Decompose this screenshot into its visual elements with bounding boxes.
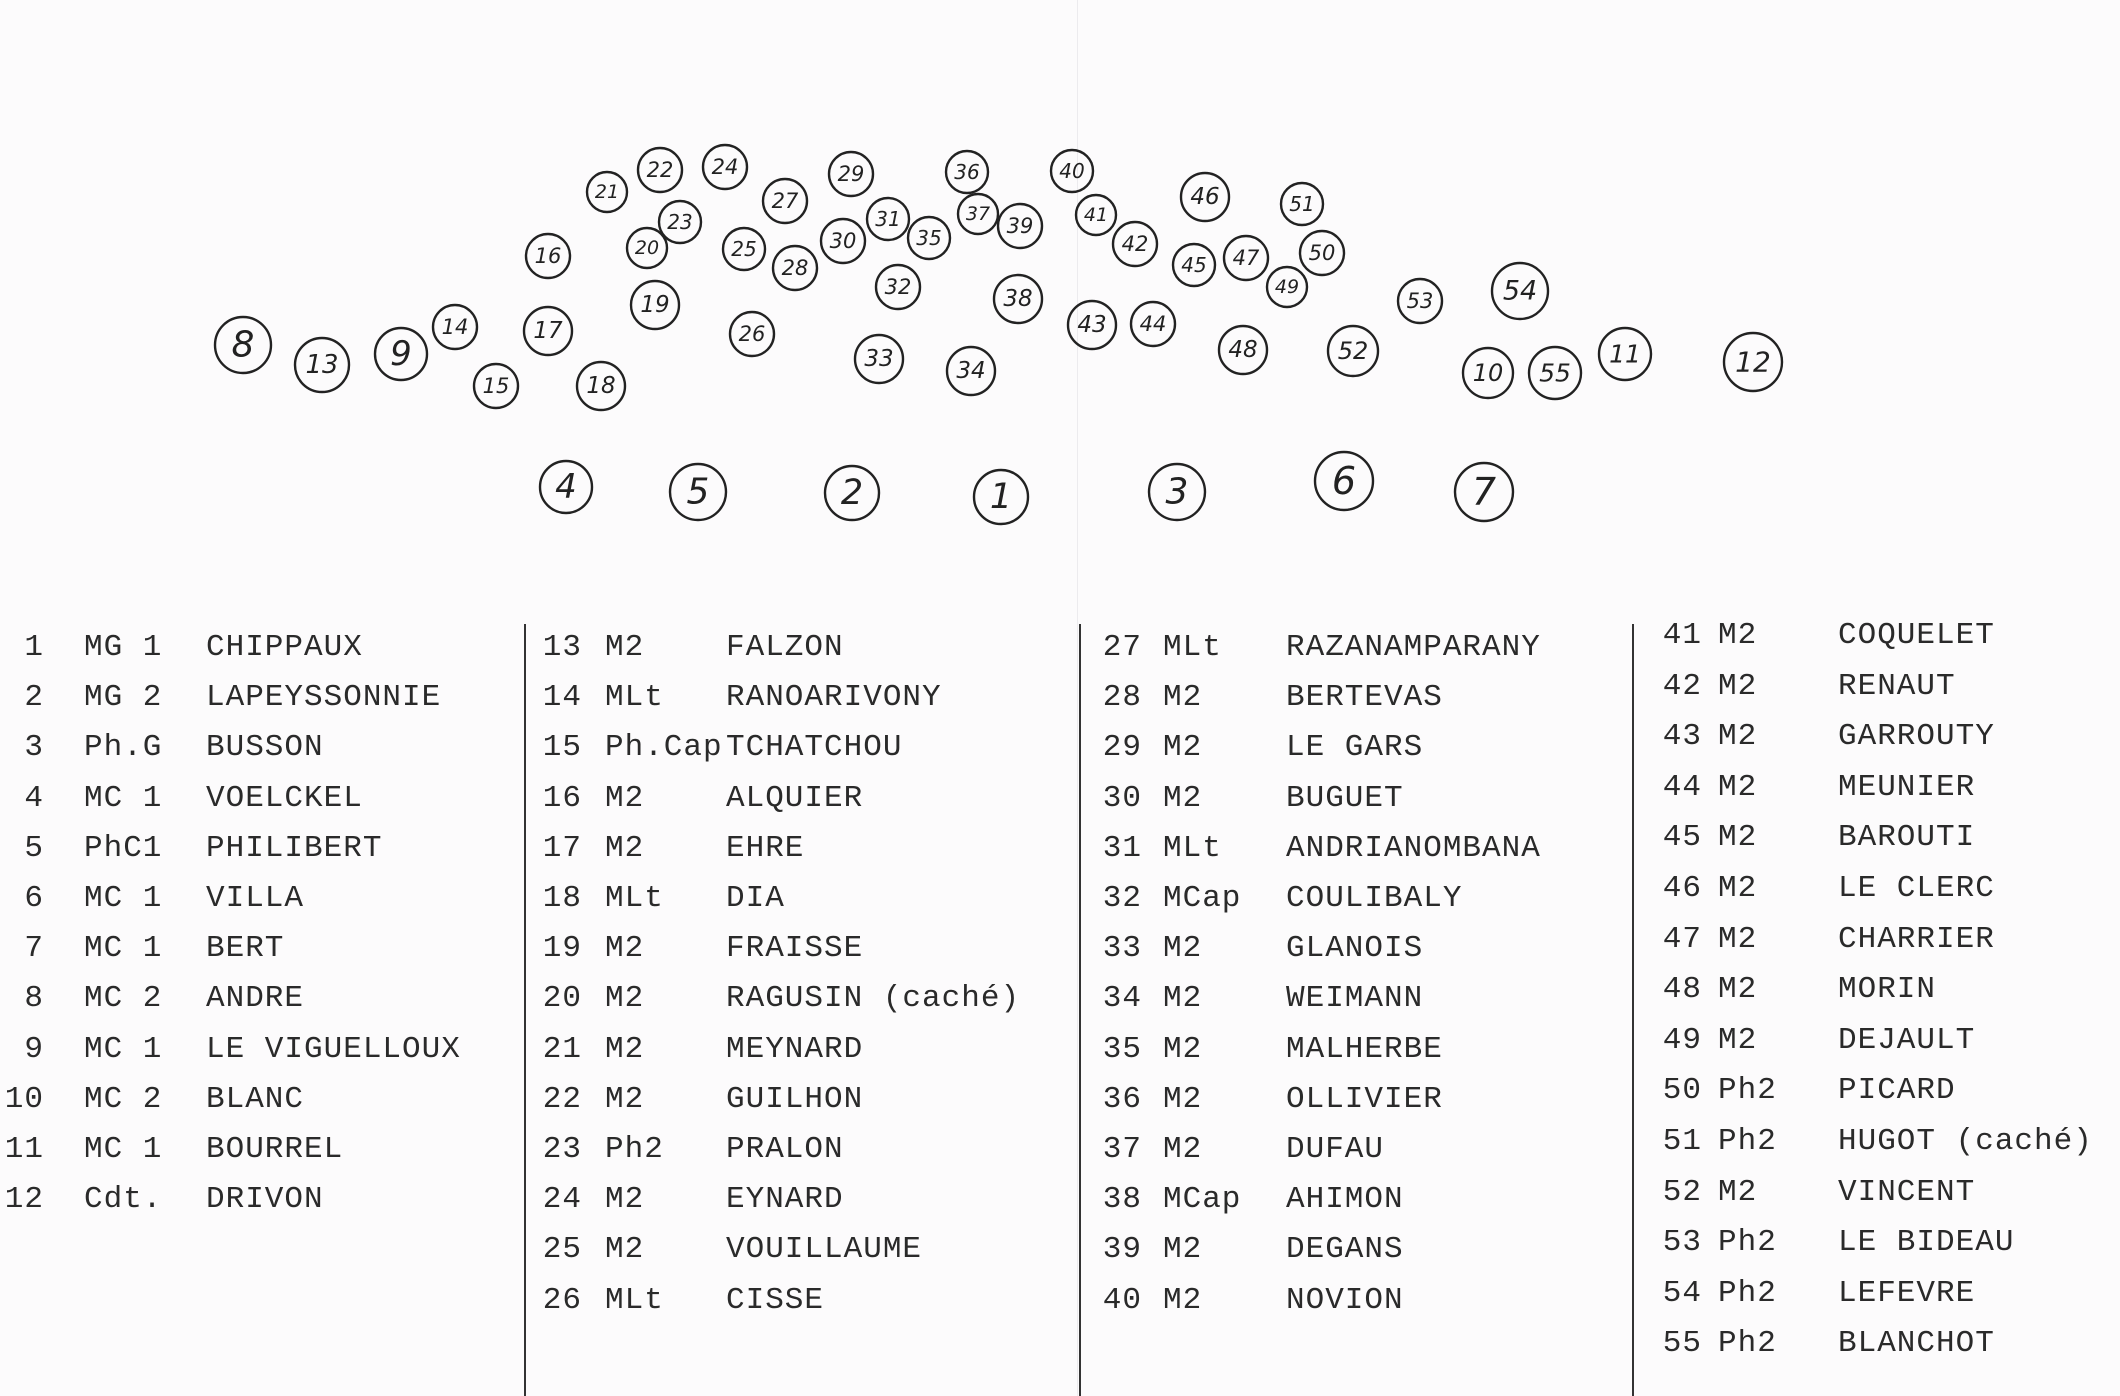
entry-number: 6 <box>24 881 44 916</box>
entry-number: 20 <box>542 981 582 1016</box>
entry-number: 32 <box>1102 881 1142 916</box>
entry-name: CISSE <box>726 1283 825 1318</box>
entry-number: 11 <box>4 1132 44 1167</box>
entry-number: 25 <box>542 1232 582 1267</box>
entry-number: 3 <box>24 730 44 765</box>
entry-grade: PhC1 <box>84 831 163 866</box>
entry-name: EYNARD <box>726 1182 844 1217</box>
position-marker-11 <box>1599 328 1651 380</box>
column-divider-2 <box>1079 624 1081 1396</box>
position-marker-25 <box>723 228 765 270</box>
position-marker-53 <box>1398 279 1442 323</box>
entry-number: 40 <box>1102 1283 1142 1318</box>
entry-number: 53 <box>1662 1225 1702 1260</box>
position-number: 27 <box>771 189 799 213</box>
entry-grade: Ph2 <box>1718 1276 1777 1311</box>
entry-name: ANDRE <box>206 981 305 1016</box>
entry-grade: MC 1 <box>84 1032 163 1067</box>
entry-name: LEFEVRE <box>1838 1276 1976 1311</box>
position-marker-54 <box>1492 263 1548 319</box>
entry-grade: M2 <box>1163 680 1203 715</box>
entry-number: 36 <box>1102 1082 1142 1117</box>
entry-number: 55 <box>1662 1326 1702 1361</box>
position-marker-8 <box>215 317 271 373</box>
position-marker-21 <box>587 172 627 212</box>
entry-name: ANDRIANOMBANA <box>1286 831 1541 866</box>
entry-number: 21 <box>542 1032 582 1067</box>
entry-number: 2 <box>24 680 44 715</box>
entry-name: BLANCHOT <box>1838 1326 1995 1361</box>
position-marker-29 <box>829 152 873 196</box>
entry-name: DUFAU <box>1286 1132 1385 1167</box>
entry-number: 18 <box>542 881 582 916</box>
entry-grade: M2 <box>1718 871 1758 906</box>
position-number: 36 <box>954 160 980 184</box>
entry-name: RANOARIVONY <box>726 680 942 715</box>
entry-name: DEJAULT <box>1838 1023 1976 1058</box>
entry-number: 43 <box>1662 719 1702 754</box>
position-number: 8 <box>231 324 255 366</box>
entry-number: 54 <box>1662 1276 1702 1311</box>
position-marker-14 <box>433 305 477 349</box>
entry-number: 52 <box>1662 1175 1702 1210</box>
entry-grade: M2 <box>605 630 645 665</box>
position-number: 35 <box>916 226 942 250</box>
entry-grade: M2 <box>1718 820 1758 855</box>
position-number: 7 <box>1471 470 1497 514</box>
entry-name: OLLIVIER <box>1286 1082 1443 1117</box>
position-marker-30 <box>821 219 865 263</box>
entry-name: AHIMON <box>1286 1182 1404 1217</box>
entry-number: 44 <box>1662 770 1702 805</box>
entry-grade: M2 <box>1718 1175 1758 1210</box>
position-marker-33 <box>855 335 903 383</box>
entry-number: 31 <box>1102 831 1142 866</box>
entry-number: 5 <box>24 831 44 866</box>
entry-name: BUSSON <box>206 730 324 765</box>
position-number: 29 <box>837 162 865 186</box>
entry-grade: MC 1 <box>84 1132 163 1167</box>
position-number: 14 <box>441 315 469 339</box>
entry-number: 27 <box>1102 630 1142 665</box>
position-marker-28 <box>773 246 817 290</box>
position-marker-48 <box>1219 326 1267 374</box>
entry-grade: M2 <box>605 1232 645 1267</box>
entry-name: FALZON <box>726 630 844 665</box>
entry-name: RENAUT <box>1838 669 1956 704</box>
entry-grade: MC 2 <box>84 981 163 1016</box>
entry-grade: MLt <box>1163 831 1222 866</box>
position-number: 54 <box>1502 275 1538 307</box>
position-marker-10 <box>1463 348 1513 398</box>
position-number: 5 <box>686 471 710 513</box>
entry-number: 13 <box>542 630 582 665</box>
position-number: 42 <box>1121 232 1149 256</box>
position-number: 3 <box>1165 471 1189 513</box>
position-marker-24 <box>703 145 747 189</box>
position-number: 20 <box>634 237 660 259</box>
position-number: 17 <box>533 318 563 344</box>
entry-grade: M2 <box>1718 618 1758 653</box>
entry-number: 26 <box>542 1283 582 1318</box>
position-number: 12 <box>1735 345 1771 379</box>
entry-grade: MC 1 <box>84 931 163 966</box>
entry-number: 33 <box>1102 931 1142 966</box>
entry-number: 45 <box>1662 820 1702 855</box>
entry-grade: M2 <box>605 781 645 816</box>
entry-name: BERTEVAS <box>1286 680 1443 715</box>
entry-grade: M2 <box>605 931 645 966</box>
position-marker-39 <box>998 204 1042 248</box>
position-number: 18 <box>586 373 616 399</box>
position-marker-27 <box>763 179 807 223</box>
position-marker-50 <box>1300 231 1344 275</box>
entry-grade: Ph2 <box>1718 1124 1777 1159</box>
position-number: 46 <box>1190 184 1220 210</box>
entry-grade: M2 <box>1718 669 1758 704</box>
entry-grade: M2 <box>605 1182 645 1217</box>
entry-grade: MLt <box>605 881 664 916</box>
entry-number: 22 <box>542 1082 582 1117</box>
entry-number: 8 <box>24 981 44 1016</box>
position-marker-26 <box>730 312 774 356</box>
entry-grade: MCap <box>1163 1182 1242 1217</box>
position-number: 52 <box>1337 337 1369 365</box>
entry-number: 49 <box>1662 1023 1702 1058</box>
position-number: 53 <box>1406 289 1434 313</box>
position-number: 31 <box>875 207 901 231</box>
entry-name: LAPEYSSONNIE <box>206 680 442 715</box>
position-marker-43 <box>1068 301 1116 349</box>
entry-name: LE VIGUELLOUX <box>206 1032 461 1067</box>
position-marker-20 <box>627 228 667 268</box>
position-marker-42 <box>1113 222 1157 266</box>
entry-name: EHRE <box>726 831 805 866</box>
entry-number: 46 <box>1662 871 1702 906</box>
position-number: 45 <box>1181 253 1207 277</box>
position-number: 43 <box>1077 312 1107 338</box>
entry-name: BERT <box>206 931 285 966</box>
position-number: 32 <box>884 275 912 299</box>
entry-name: NOVION <box>1286 1283 1404 1318</box>
entry-grade: M2 <box>1163 931 1203 966</box>
entry-number: 19 <box>542 931 582 966</box>
entry-name: GARROUTY <box>1838 719 1995 754</box>
entry-number: 37 <box>1102 1132 1142 1167</box>
entry-grade: MLt <box>605 1283 664 1318</box>
entry-number: 1 <box>24 630 44 665</box>
position-marker-34 <box>947 347 995 395</box>
column-divider-3 <box>1632 624 1634 1396</box>
entry-name: VINCENT <box>1838 1175 1976 1210</box>
entry-name: VOELCKEL <box>206 781 363 816</box>
entry-number: 9 <box>24 1032 44 1067</box>
position-marker-13 <box>295 338 349 392</box>
entry-name: FRAISSE <box>726 931 864 966</box>
position-number: 40 <box>1059 159 1085 183</box>
entry-grade: MC 2 <box>84 1082 163 1117</box>
position-marker-6 <box>1315 452 1373 510</box>
position-marker-2 <box>825 466 879 520</box>
entry-number: 28 <box>1102 680 1142 715</box>
position-number: 6 <box>1331 459 1357 503</box>
entry-name: DEGANS <box>1286 1232 1404 1267</box>
position-marker-38 <box>994 275 1042 323</box>
position-number: 2 <box>840 473 864 513</box>
entry-name: LE GARS <box>1286 730 1424 765</box>
entry-name: BAROUTI <box>1838 820 1976 855</box>
position-number: 51 <box>1289 192 1315 216</box>
entry-grade: MC 1 <box>84 881 163 916</box>
entry-name: DRIVON <box>206 1182 324 1217</box>
entry-grade: Ph2 <box>1718 1326 1777 1361</box>
position-number: 16 <box>534 244 562 268</box>
entry-name: PHILIBERT <box>206 831 383 866</box>
position-marker-12 <box>1724 333 1782 391</box>
entry-grade: M2 <box>1163 1283 1203 1318</box>
entry-number: 23 <box>542 1132 582 1167</box>
position-number: 44 <box>1139 312 1167 336</box>
entry-grade: M2 <box>1163 1132 1203 1167</box>
entry-number: 42 <box>1662 669 1702 704</box>
entry-grade: MLt <box>1163 630 1222 665</box>
position-number: 39 <box>1006 214 1034 238</box>
entry-number: 50 <box>1662 1073 1702 1108</box>
entry-grade: M2 <box>1718 922 1758 957</box>
entry-number: 10 <box>4 1082 44 1117</box>
position-number: 37 <box>965 203 991 225</box>
entry-number: 39 <box>1102 1232 1142 1267</box>
entry-name: MEUNIER <box>1838 770 1976 805</box>
entry-grade: M2 <box>1163 1082 1203 1117</box>
entry-name: PRALON <box>726 1132 844 1167</box>
position-marker-40 <box>1051 150 1093 192</box>
entry-number: 38 <box>1102 1182 1142 1217</box>
position-marker-15 <box>474 364 518 408</box>
position-number: 34 <box>956 358 986 384</box>
entry-name: ALQUIER <box>726 781 864 816</box>
position-number: 47 <box>1232 246 1260 270</box>
entry-number: 7 <box>24 931 44 966</box>
position-marker-18 <box>577 362 625 410</box>
entry-grade: M2 <box>1163 781 1203 816</box>
entry-grade: M2 <box>1718 719 1758 754</box>
entry-grade: M2 <box>605 981 645 1016</box>
entry-name: MORIN <box>1838 972 1937 1007</box>
entry-grade: MG 1 <box>84 630 163 665</box>
position-marker-3 <box>1149 464 1205 520</box>
entry-name: HUGOT (caché) <box>1838 1124 2093 1159</box>
entry-name: MALHERBE <box>1286 1032 1443 1067</box>
position-marker-1 <box>974 470 1028 524</box>
position-marker-9 <box>375 328 427 380</box>
entry-name: COQUELET <box>1838 618 1995 653</box>
entry-name: DIA <box>726 881 785 916</box>
entry-grade: MLt <box>605 680 664 715</box>
entry-grade: M2 <box>605 1032 645 1067</box>
position-number: 50 <box>1308 241 1336 265</box>
entry-grade: MC 1 <box>84 781 163 816</box>
entry-grade: Cdt. <box>84 1182 163 1217</box>
position-number: 22 <box>646 158 674 182</box>
position-marker-31 <box>867 198 909 240</box>
entry-grade: Ph2 <box>1718 1225 1777 1260</box>
entry-name: TCHATCHOU <box>726 730 903 765</box>
entry-number: 15 <box>542 730 582 765</box>
position-marker-51 <box>1281 183 1323 225</box>
entry-number: 47 <box>1662 922 1702 957</box>
entry-name: MEYNARD <box>726 1032 864 1067</box>
entry-number: 16 <box>542 781 582 816</box>
entry-name: VILLA <box>206 881 305 916</box>
position-marker-5 <box>670 464 726 520</box>
entry-grade: M2 <box>1163 1032 1203 1067</box>
entry-name: BLANC <box>206 1082 305 1117</box>
entry-grade: MCap <box>1163 881 1242 916</box>
position-marker-7 <box>1455 463 1513 521</box>
position-marker-46 <box>1181 173 1229 221</box>
entry-number: 14 <box>542 680 582 715</box>
position-marker-37 <box>958 194 998 234</box>
entry-name: RAGUSIN (caché) <box>726 981 1021 1016</box>
position-number: 38 <box>1003 286 1033 312</box>
entry-name: CHIPPAUX <box>206 630 363 665</box>
entry-number: 30 <box>1102 781 1142 816</box>
entry-name: BUGUET <box>1286 781 1404 816</box>
entry-name: LE BIDEAU <box>1838 1225 2015 1260</box>
entry-grade: Ph.Cap <box>605 730 723 765</box>
position-number: 11 <box>1609 339 1641 369</box>
position-number: 33 <box>864 346 894 372</box>
position-marker-17 <box>524 307 572 355</box>
position-number: 25 <box>731 237 757 261</box>
entry-name: WEIMANN <box>1286 981 1424 1016</box>
position-marker-4 <box>540 461 592 513</box>
entry-grade: M2 <box>605 831 645 866</box>
entry-name: GUILHON <box>726 1082 864 1117</box>
entry-number: 51 <box>1662 1124 1702 1159</box>
position-number: 23 <box>667 210 693 234</box>
entry-grade: M2 <box>1163 981 1203 1016</box>
position-marker-16 <box>526 234 570 278</box>
position-number: 19 <box>640 292 670 318</box>
entry-name: VOUILLAUME <box>726 1232 923 1267</box>
position-number: 13 <box>305 350 339 380</box>
entry-name: CHARRIER <box>1838 922 1995 957</box>
entry-grade: M2 <box>1718 770 1758 805</box>
entry-name: PICARD <box>1838 1073 1956 1108</box>
position-marker-49 <box>1267 267 1307 307</box>
position-number: 49 <box>1274 276 1300 298</box>
entry-name: BOURREL <box>206 1132 344 1167</box>
position-number: 48 <box>1228 337 1258 363</box>
position-number: 4 <box>555 467 577 507</box>
position-number: 30 <box>829 229 857 253</box>
position-marker-45 <box>1173 244 1215 286</box>
entry-name: GLANOIS <box>1286 931 1424 966</box>
entry-name: COULIBALY <box>1286 881 1463 916</box>
entry-number: 29 <box>1102 730 1142 765</box>
position-number: 15 <box>482 374 510 398</box>
entry-number: 24 <box>542 1182 582 1217</box>
group-photo-position-diagram <box>0 0 2120 560</box>
position-marker-32 <box>876 265 920 309</box>
position-number: 1 <box>989 477 1013 517</box>
entry-number: 41 <box>1662 618 1702 653</box>
position-marker-55 <box>1529 347 1581 399</box>
entry-grade: Ph.G <box>84 730 163 765</box>
entry-grade: M2 <box>1163 730 1203 765</box>
entry-grade: M2 <box>1718 1023 1758 1058</box>
entry-grade: M2 <box>605 1082 645 1117</box>
position-marker-52 <box>1328 326 1378 376</box>
entry-grade: M2 <box>1163 1232 1203 1267</box>
position-number: 10 <box>1472 359 1504 387</box>
entry-grade: M2 <box>1718 972 1758 1007</box>
entry-grade: Ph2 <box>1718 1073 1777 1108</box>
entry-number: 35 <box>1102 1032 1142 1067</box>
position-marker-22 <box>638 148 682 192</box>
position-marker-19 <box>631 281 679 329</box>
entry-number: 48 <box>1662 972 1702 1007</box>
position-number: 55 <box>1539 358 1571 388</box>
position-marker-35 <box>908 217 950 259</box>
entry-number: 17 <box>542 831 582 866</box>
entry-number: 4 <box>24 781 44 816</box>
position-marker-44 <box>1131 302 1175 346</box>
entry-grade: Ph2 <box>605 1132 664 1167</box>
position-number: 41 <box>1083 204 1109 226</box>
position-number: 26 <box>738 322 766 346</box>
position-number: 9 <box>390 334 412 374</box>
entry-number: 34 <box>1102 981 1142 1016</box>
entry-grade: MG 2 <box>84 680 163 715</box>
position-marker-36 <box>946 151 988 193</box>
position-marker-23 <box>659 201 701 243</box>
entry-name: RAZANAMPARANY <box>1286 630 1541 665</box>
position-number: 24 <box>711 155 739 179</box>
position-number: 21 <box>594 181 620 203</box>
entry-name: LE CLERC <box>1838 871 1995 906</box>
position-marker-47 <box>1224 236 1268 280</box>
entry-number: 12 <box>4 1182 44 1217</box>
position-marker-41 <box>1076 195 1116 235</box>
position-number: 28 <box>781 256 809 280</box>
